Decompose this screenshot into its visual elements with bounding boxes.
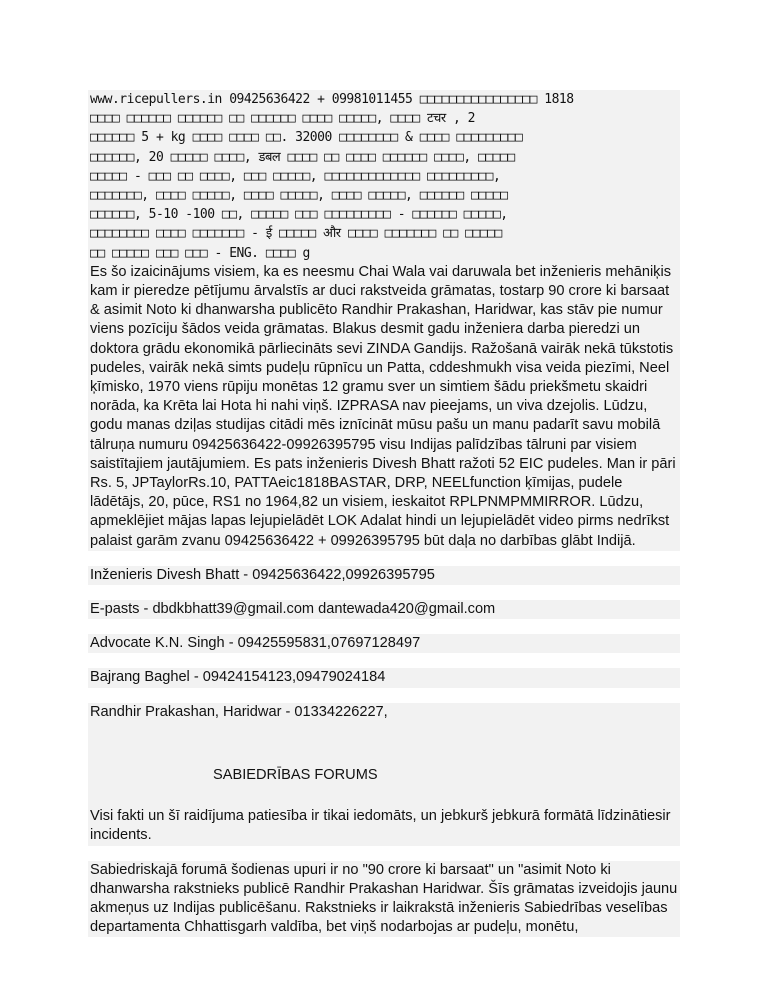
intro-line: □□□□□ - □□□ □□ □□□□, □□□ □□□□□, □□□□□□□□□□□□□ □□□□□□□□□, (90, 168, 501, 184)
intro-line: □□□□ □□□□□□ □□□□□□ □□ □□□□□□ □□□□ □□□□□, □□□□ टचर , 2 (90, 111, 475, 127)
forum-paragraph: Visi fakti un šī raidījuma patiesība ir tikai iedomāts, un jebkurš jebkurā formātā līdzinātiesir incidents. (90, 808, 671, 844)
paragraph-gap (88, 653, 680, 668)
contact-line: Advocate K.N. Singh - 09425595831,07697128497 (90, 635, 421, 652)
paragraph-gap (88, 688, 680, 703)
contact-line: E-pasts - dbdkbhatt39@gmail.com dantewada420@gmail.com (90, 601, 496, 618)
section-gap (88, 722, 680, 744)
section-gap (88, 785, 680, 807)
paragraph-gap (88, 551, 680, 566)
contact-line: Inženieris Divesh Bhatt - 09425636422,09926395795 (90, 566, 435, 583)
section-gap (88, 744, 680, 766)
intro-line: □□□□□□, 20 □□□□□ □□□□, डबल □□□□ □□ □□□□ □□□□□□ □□□□, □□□□□ (90, 149, 515, 165)
intro-block (88, 90, 680, 263)
intro-line: □□□□□□, 5-10 -100 □□, □□□□□ □□□ □□□□□□□□□ - □□□□□□ □□□□□, (90, 207, 508, 223)
contact-line: Randhir Prakashan, Haridwar - 01334226227, (90, 703, 388, 720)
intro-line: □□□□□□ 5 + kg □□□□ □□□□ □□. 32000 □□□□□□□□ & □□□□ □□□□□□□□□ (90, 130, 523, 146)
paragraph-gap (88, 619, 680, 634)
intro-line: □□ □□□□□ □□□ □□□ - ENG. □□□□ g (90, 245, 310, 261)
intro-line: www.ricepullers.in 09425636422 + 09981011455 □□□□□□□□□□□□□□□□ 1818 (90, 92, 574, 107)
intro-line: □□□□□□□, □□□□ □□□□□, □□□□ □□□□□, □□□□ □□□□□, □□□□□□ □□□□□ (90, 188, 508, 204)
main-paragraph: Es šo izaicinājums visiem, ka es neesmu Chai Wala vai daruwala bet inženieris mehāniķis kam ir pieredze pētījumu ārvalstīs ar duci rakstveida grāmatas, tostarp 90 crore ki barsaat & asimit Noto ki dhanwarsha publicēto Randhir Prakashan, Haridwar, kas stāv pie numur viens pozīciju šādos veida grāmatas. Blakus desmit gadu inženiera darba pieredzi un doktora grādu ekonomikā pārliecināts sevi ZINDA Gandijs. Ražošanā vairāk nekā tūkstotis pudeles, vairāk nekā simts pudeļu rūpnīcu un Patta, cddeshmukh visa veida piezīmi, Neel ķīmisko, 1970 viens rūpiju monētas 12 gramu sver un simtiem šādu priekšmetu skaidri norāda, ka Krēta lai Hota hi nahi viņš. IZPRASA nav pieejams, un viva dzejolis. Lūdzu, godu manas dziļas studijas citādi mēs iznīcināt mūsu pašu un manu padarīt savu mobilā tālruņa numuru 09425636422-09926395795 visu Indijas palīdzības tālruni par visiem saistītajiem jautājumiem. Es pats inženieris Divesh Bhatt ražoti 52 EIC pudeles. Man ir pāri Rs. 5, JPTaylorRs.10, PATTAeic1818BASTAR, DRP, NEELfunction ķīmijas, pudele lādētājs, 20, pūce, RS1 no 1964,82 un visiem, ieskaitot RPLPNMPMMIRROR. Lūdzu, apmeklējiet mājas lapas lejupielādēt LOK Adalat hindi un lejupielādēt video pirms nedrīkst palaist garām zvanu 09425636422 + 09926395795 būt daļa no darbības glābt Indijā. (90, 263, 676, 549)
contact-line: Bajrang Baghel - 09424154123,09479024184 (90, 669, 386, 686)
paragraph-gap (88, 585, 680, 600)
intro-line: □□□□□□□□ □□□□ □□□□□□□ - ई □□□□□ और □□□□ □□□□□□□ □□ □□□□□ (90, 226, 502, 242)
forum-title: SABIEDRĪBAS FORUMS (213, 766, 378, 783)
document-content (88, 90, 680, 937)
forum-paragraph: Sabiedriskajā forumā šodienas upuri ir no "90 crore ki barsaat" un "asimit Noto ki dhanwarsha rakstnieks publicē Randhir Prakashan Haridwar. Šīs grāmatas izveidojis jaunu akmeņus uz Indijas publicēšanu. Rakstnieks ir laikrakstā inženieris Sabiedrības veselības departamenta Chhattisgarh valdība, bet viņš nodarbojas ar pudeļu, monētu, (90, 861, 678, 936)
paragraph-gap (88, 846, 680, 861)
